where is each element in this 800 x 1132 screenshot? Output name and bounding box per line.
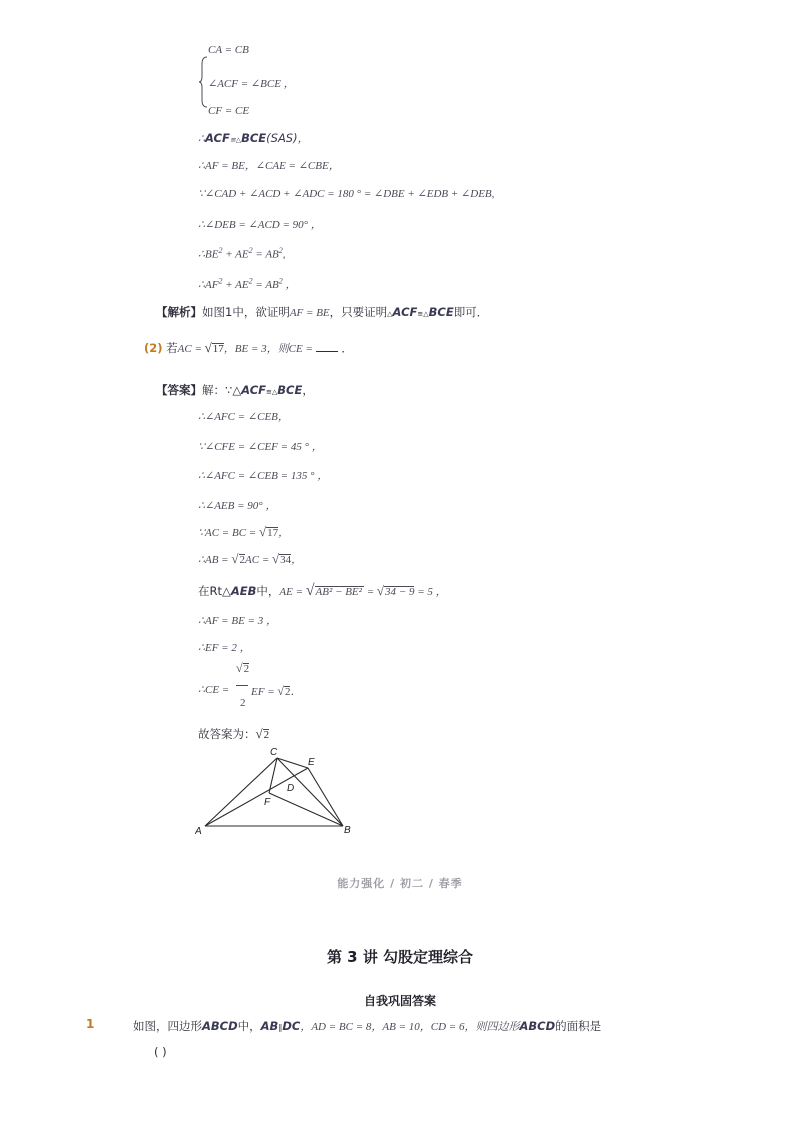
answer-line-8: ∴AF = BE = 3 ， (198, 615, 277, 627)
question-number: (2) (144, 341, 163, 355)
quad-abcd: ABCD (519, 1019, 556, 1033)
text: 如图，四边形 (133, 1019, 202, 1033)
congruent-symbol: ≌△ (417, 310, 429, 318)
sqrt-2: 2 (243, 663, 250, 675)
sqrt-2: 2 (263, 729, 270, 741)
superscript: 2 (248, 276, 253, 286)
answer-blank[interactable] (316, 351, 338, 352)
segment-dc: DC (282, 1019, 301, 1033)
analysis-line: 【解析】如图1中，欲证明AF = BE，只要证明△ACF≌△BCE即可． (156, 305, 489, 319)
answer-label: 【答案】 (156, 383, 202, 397)
lecture-title: 第 3 讲 勾股定理综合 (326, 948, 474, 966)
proof-deb-90: ∴∠DEB = ∠ACD = 90° ， (198, 219, 322, 231)
text: + AE (222, 248, 249, 261)
text: = AB (252, 248, 279, 261)
text: 中， (256, 584, 280, 598)
question-1-text (133, 1018, 601, 1034)
text: AE = (279, 586, 306, 598)
triangle-acf: ACF (241, 383, 267, 397)
math: ，BE = 3，则 (223, 343, 289, 355)
text: ∴AB = (198, 554, 232, 566)
answer-line-6: ∴AB = √2AC = √34， (198, 551, 303, 566)
congruence-line (198, 130, 309, 146)
congruent-symbol: ≌△ (266, 388, 278, 396)
fraction-bar (236, 685, 248, 686)
text: 故答案为： (198, 727, 256, 741)
label-b: B (344, 825, 351, 836)
triangle-bce: BCE (277, 383, 303, 397)
text: ∴AF (198, 279, 219, 291)
text: = 5 ， (414, 586, 447, 598)
text: ， (282, 279, 297, 291)
superscript: 2 (278, 246, 283, 255)
answer-line-7: 在Rt△AEB中，AE = √AB² − BE² = √34 − 9 = 5 ， (198, 582, 447, 599)
superscript: 2 (248, 246, 253, 255)
reason-sas: (SAS) (266, 131, 298, 145)
superscript: 2 (218, 246, 223, 255)
sqrt-34: 34 (280, 554, 292, 566)
triangle-bce: BCE (428, 305, 454, 319)
answer-line-3: ∴∠AFC = ∠CEB = 135 ° ， (198, 470, 329, 482)
label-d: D (287, 783, 295, 794)
text: 如图1中，欲证明 (202, 305, 290, 319)
proof-af-be: ∴AF = BE，∠CAE = ∠CBE， (198, 160, 340, 172)
text: 中， (237, 1019, 261, 1033)
proof-angle-sum: ∵∠CAD + ∠ACD + ∠ADC = 180 ° = ∠DBE + ∠EDB + ∠DEB, (198, 188, 495, 200)
answer-line-10-left: ∴CE = (198, 684, 230, 696)
text: = (363, 586, 377, 598)
answer-line-2: ∵∠CFE = ∠CEF = 45 ° ， (198, 441, 323, 453)
answer-line-5: ∵AC = BC = √17， (198, 524, 290, 539)
system-line-3: CF = CE (208, 105, 250, 117)
segment-fb (269, 793, 343, 826)
triangle-figure (195, 745, 365, 840)
triangle-acf: ACF (205, 131, 230, 145)
text: EF = (251, 686, 278, 698)
text: + AE (222, 279, 249, 291)
text: 在Rt△ (198, 584, 231, 598)
text: ， (291, 554, 303, 566)
congruent-symbol: ≌△ (229, 136, 242, 144)
section-subtitle: 自我巩固答案 (363, 994, 436, 1008)
final-answer: 故答案为：√2 (198, 726, 270, 741)
sqrt-34-9: 34 − 9 (385, 586, 415, 598)
answer-line-9: ∴EF = 2 ， (198, 642, 251, 654)
parallel-symbol: ∥ (278, 1023, 283, 1032)
answer-intro (156, 382, 314, 398)
fraction-numerator: √2 (236, 661, 250, 675)
text: ，只要证明 (329, 305, 388, 319)
proof-pythagoras-2 (198, 276, 297, 292)
text: ． (341, 341, 353, 355)
answer-line-4: ∴∠AEB = 90° ， (198, 500, 277, 512)
triangle-bce: BCE (241, 131, 267, 145)
segment-ab: AB (260, 1019, 279, 1033)
label-f: F (264, 797, 271, 808)
page-footer: 能力强化 / 初二 / 春季 (337, 877, 463, 890)
comma: ， (297, 133, 309, 145)
system-brace (198, 56, 208, 108)
segment-eb (308, 768, 343, 826)
answer-parentheses[interactable]: ( ) (154, 1045, 167, 1059)
text: ∴BE (198, 248, 219, 261)
math: AF = BE (289, 307, 330, 319)
answer-line-1: ∴∠AFC = ∠CEB， (198, 411, 289, 423)
superscript: 2 (278, 276, 283, 286)
text: ， (302, 383, 314, 397)
text: 若 (166, 341, 178, 355)
superscript: 2 (218, 276, 223, 286)
proof-pythagoras-1 (198, 246, 286, 261)
answer-line-10-right: EF = √2． (251, 684, 302, 698)
sqrt-ab2-be2: AB² − BE² (315, 586, 362, 598)
text: AC = (245, 554, 272, 566)
sqrt-2: 2 (284, 686, 291, 698)
fraction-denominator: 2 (240, 697, 246, 709)
label-c: C (270, 747, 278, 758)
text: = AB (252, 279, 279, 291)
triangle-acf: ACF (392, 305, 418, 319)
text: ． (290, 686, 302, 698)
triangle-aeb: AEB (230, 584, 257, 598)
sqrt-17: 17 (212, 343, 224, 355)
text: 解：∵△ (202, 383, 242, 397)
therefore-sym: ∴ (198, 133, 205, 145)
question-2: (2) 若AC = √17，BE = 3，则CE = ． (144, 340, 353, 355)
sqrt-17: 17 (267, 527, 279, 539)
question-1-number: 1 (86, 1017, 95, 1031)
text: ∵AC = BC = (198, 527, 259, 539)
math: AC = (177, 343, 205, 355)
label-e: E (308, 757, 315, 768)
math: ，AD = BC = 8，AB = 10，CD = 6，则四边形 (300, 1021, 520, 1033)
text: , (282, 248, 286, 261)
analysis-label: 【解析】 (156, 305, 202, 319)
quad-abcd: ABCD (202, 1019, 238, 1033)
sqrt-2: 2 (239, 554, 246, 566)
text: 的面积是 (555, 1019, 602, 1033)
system-line-1: CA = CB (208, 44, 249, 56)
label-a: A (195, 826, 202, 837)
math: CE = (288, 343, 316, 355)
text: ， (278, 527, 290, 539)
system-line-2: ∠ACF = ∠BCE ， (208, 78, 295, 90)
text: 即可． (453, 305, 489, 319)
